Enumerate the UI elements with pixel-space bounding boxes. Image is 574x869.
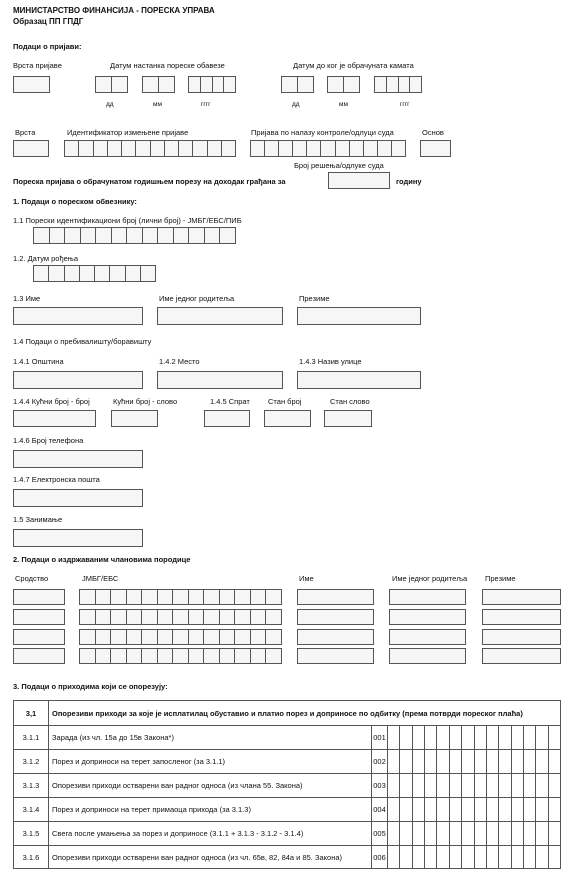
year-word: годину	[396, 177, 422, 186]
tin-field[interactable]	[33, 227, 236, 244]
obligation-day-field[interactable]	[95, 76, 128, 93]
parent-name-label: Име једног родитеља	[159, 294, 235, 303]
family-id-field[interactable]	[79, 589, 282, 605]
filing-section-title: Подаци о пријави:	[13, 42, 82, 51]
income-row	[14, 774, 561, 798]
family-col-parent: Име једног родитеља	[392, 574, 468, 583]
obligation-year-field[interactable]	[188, 76, 236, 93]
interest-dd-caption: дд	[292, 101, 300, 108]
income-row-number: 3.1.3	[14, 774, 49, 798]
family-surname-field[interactable]	[482, 648, 561, 664]
income-row	[14, 750, 561, 774]
family-id-field[interactable]	[79, 609, 282, 625]
income-row-label: Порез и доприноси на терет примаоца прихода (за 3.1.3)	[49, 798, 372, 822]
floor-field[interactable]	[204, 410, 250, 427]
surname-field[interactable]	[297, 307, 421, 325]
apartment-number-field[interactable]	[264, 410, 311, 427]
family-surname-field[interactable]	[482, 589, 561, 605]
family-parent-field[interactable]	[389, 648, 466, 664]
income-row-code: 001	[372, 726, 388, 750]
family-relation-field[interactable]	[13, 589, 65, 605]
interest-month-field[interactable]	[327, 76, 360, 93]
first-name-label: 1.3 Име	[13, 294, 41, 303]
family-relation-field[interactable]	[13, 629, 65, 645]
place-label: 1.4.2 Место	[159, 357, 200, 366]
family-parent-field[interactable]	[389, 629, 466, 645]
interest-yyyy-caption: гггг	[400, 101, 410, 108]
email-label: 1.4.7 Електронска пошта	[13, 475, 100, 484]
basis-label: Основ	[422, 128, 444, 137]
obligation-date-label: Датум настанка пореске обавезе	[110, 61, 225, 70]
income-row-number: 3.1.4	[14, 798, 49, 822]
income-row-code: 004	[372, 798, 388, 822]
interest-year-field[interactable]	[374, 76, 422, 93]
return-year-field[interactable]	[328, 172, 390, 189]
income-amount-field[interactable]	[388, 846, 561, 869]
income-row-number: 3.1.1	[14, 726, 49, 750]
family-relation-field[interactable]	[13, 609, 65, 625]
interest-day-field[interactable]	[281, 76, 314, 93]
interest-date-label: Датум до ког је обрачуната камата	[293, 61, 414, 70]
residence-label: 1.4 Подаци о пребивалишту/боравишту	[13, 337, 152, 346]
family-name-field[interactable]	[297, 648, 374, 664]
income-row	[14, 798, 561, 822]
income-row-number: 3.1.6	[14, 846, 49, 869]
filing-type-label: Врста пријаве	[13, 61, 62, 70]
income-row	[14, 726, 561, 750]
family-name-field[interactable]	[297, 589, 374, 605]
family-name-field[interactable]	[297, 609, 374, 625]
income-row	[14, 846, 561, 869]
income-row-label: Свега после умањења за порез и доприносе (3.1.1 + 3.1.3 - 3.1.2 - 3.1.4)	[49, 822, 372, 846]
income-table	[13, 700, 561, 869]
family-name-field[interactable]	[297, 629, 374, 645]
municipality-label: 1.4.1 Општина	[13, 357, 64, 366]
family-col-surname: Презиме	[485, 574, 516, 583]
income-row-number: 3.1.2	[14, 750, 49, 774]
family-col-relation: Сродство	[15, 574, 49, 583]
amended-id-field[interactable]	[64, 140, 236, 157]
basis-field[interactable]	[420, 140, 451, 157]
family-surname-field[interactable]	[482, 609, 561, 625]
birth-date-field[interactable]	[33, 265, 156, 282]
income-amount-field[interactable]	[388, 822, 561, 846]
first-name-field[interactable]	[13, 307, 143, 325]
income-header-row	[14, 701, 561, 726]
obligation-yyyy-caption: гггг	[201, 101, 211, 108]
ministry-title: МИНИСТАРСТВО ФИНАНСИЈА - ПОРЕСКА УПРАВА	[13, 6, 215, 15]
floor-label: 1.4.5 Спрат	[210, 397, 250, 406]
income-amount-field[interactable]	[388, 726, 561, 750]
form-title: Образац ПП ГПДГ	[13, 17, 84, 26]
income-row-code: 002	[372, 750, 388, 774]
apartment-letter-label: Стан слово	[330, 397, 370, 406]
apartment-number-label: Стан број	[268, 397, 302, 406]
decision-number-label: Број решења/одлуке суда	[294, 161, 384, 170]
phone-label: 1.4.6 Број телефона	[13, 436, 84, 445]
income-row	[14, 822, 561, 846]
income-header-number: 3,1	[14, 701, 49, 726]
amended-id-label: Идентификатор измењене пријаве	[67, 128, 189, 137]
family-surname-field[interactable]	[482, 629, 561, 645]
obligation-month-field[interactable]	[142, 76, 175, 93]
income-row-label: Опорезиви приходи остварени ван радног односа (из члана 55. Закона)	[49, 774, 372, 798]
family-id-field[interactable]	[79, 648, 282, 664]
income-row-label: Порез и доприноси на терет запосленог (за 3.1.1)	[49, 750, 372, 774]
place-field[interactable]	[157, 371, 283, 389]
apartment-letter-field[interactable]	[324, 410, 372, 427]
income-row-label: Зарада (из чл. 15а до 15в Закона*)	[49, 726, 372, 750]
occupation-field[interactable]	[13, 529, 143, 547]
street-label: 1.4.3 Назив улице	[299, 357, 362, 366]
return-text: Пореска пријава о обрачунатом годишњем порезу на доходак грађана за	[13, 177, 286, 186]
control-label: Пријава по налазу контроле/одлуци суда	[251, 128, 394, 137]
family-parent-field[interactable]	[389, 609, 466, 625]
house-letter-label: Кућни број - слово	[113, 397, 178, 406]
surname-label: Презиме	[299, 294, 330, 303]
family-col-name: Име	[299, 574, 314, 583]
email-field[interactable]	[13, 489, 143, 507]
tin-label: 1.1 Порески идентификациони број (лични број) - ЈМБГ/ЕБС/ПИБ	[13, 216, 242, 225]
occupation-label: 1.5 Занимање	[13, 515, 63, 524]
income-amount-field[interactable]	[388, 798, 561, 822]
street-field[interactable]	[297, 371, 421, 389]
interest-mm-caption: мм	[339, 101, 348, 108]
income-amount-field[interactable]	[388, 750, 561, 774]
filing-type-field[interactable]	[13, 76, 50, 93]
family-col-id: ЈМБГ/ЕБС	[82, 574, 119, 583]
family-section-title: 2. Подаци о издржаваним члановима породице	[13, 555, 191, 564]
income-row-code: 003	[372, 774, 388, 798]
family-id-field[interactable]	[79, 629, 282, 645]
birth-date-label: 1.2. Датум рођења	[13, 254, 79, 263]
family-relation-field[interactable]	[13, 648, 65, 664]
income-row-label: Опорезиви приходи остварени ван радног односа (из чл. 65в, 82, 84а и 85. Закона)	[49, 846, 372, 869]
obligation-mm-caption: мм	[153, 101, 162, 108]
house-number-label: 1.4.4 Кућни број - број	[13, 397, 90, 406]
phone-field[interactable]	[13, 450, 143, 468]
house-letter-field[interactable]	[111, 410, 158, 427]
income-header-text: Опорезиви приходи за које је исплатилац обуставио и платио порез и доприносе по одбитку (према потврди пореског плаћа)	[49, 701, 561, 726]
parent-name-field[interactable]	[157, 307, 283, 325]
family-parent-field[interactable]	[389, 589, 466, 605]
municipality-field[interactable]	[13, 371, 143, 389]
kind-label: Врста	[15, 128, 36, 137]
income-amount-field[interactable]	[388, 774, 561, 798]
income-row-code: 005	[372, 822, 388, 846]
taxpayer-section-title: 1. Подаци о пореском обвезнику:	[13, 197, 137, 206]
obligation-dd-caption: дд	[106, 101, 114, 108]
income-row-number: 3.1.5	[14, 822, 49, 846]
income-section-title: 3. Подаци о приходима који се опорезују:	[13, 682, 168, 691]
kind-field[interactable]	[13, 140, 49, 157]
control-field[interactable]	[250, 140, 406, 157]
income-row-code: 006	[372, 846, 388, 869]
house-number-field[interactable]	[13, 410, 96, 427]
